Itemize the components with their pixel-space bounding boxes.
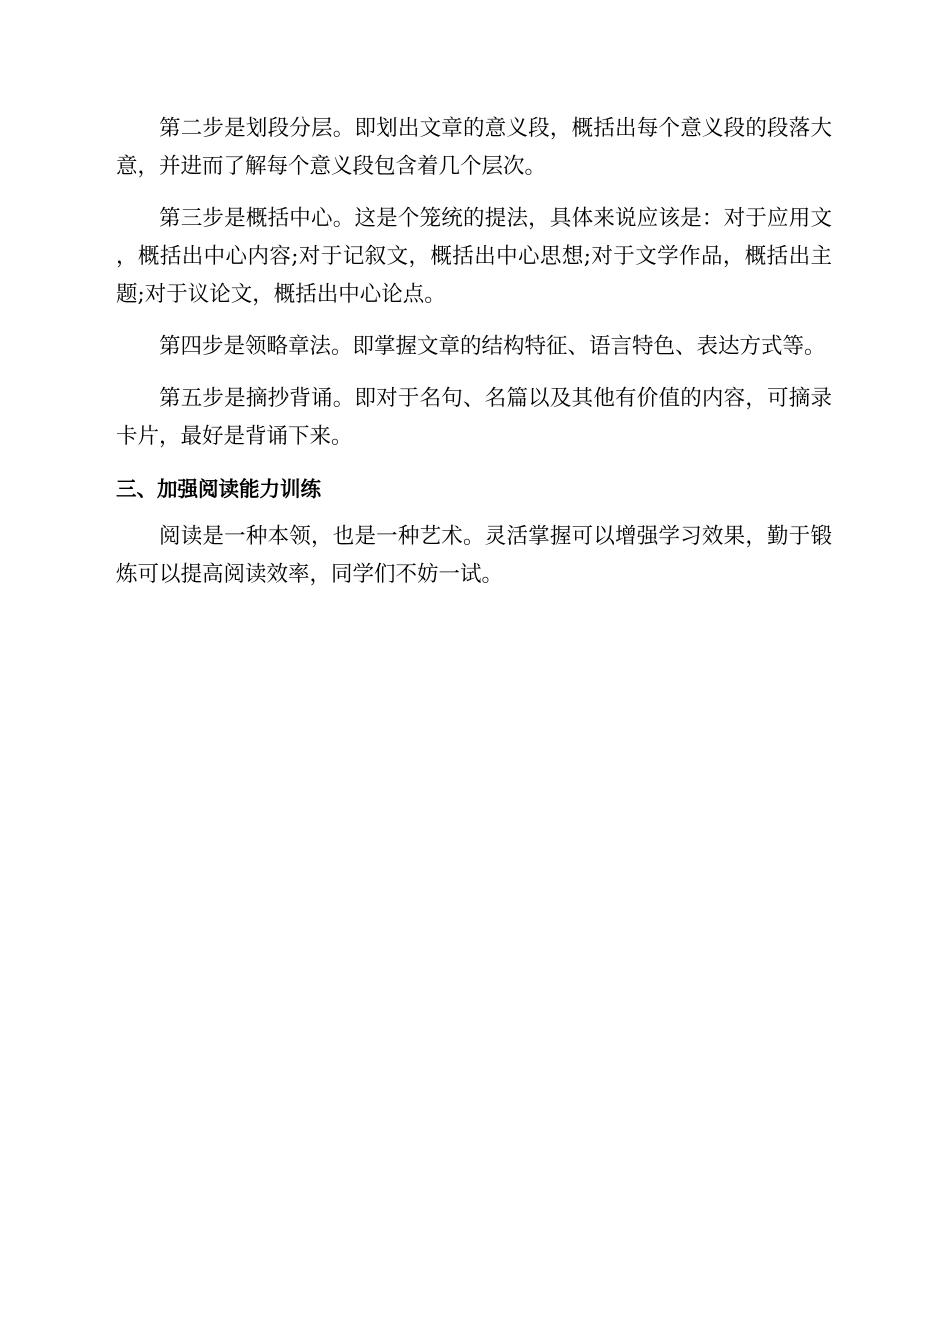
- paragraph-step-three: 第三步是概括中心。这是个笼统的提法，具体来说应该是：对于应用文，概括出中心内容;对于记叙文，概括出中心思想;对于文学作品，概括出主题;对于议论文，概括出中心论点。: [116, 206, 832, 307]
- paragraph-conclusion: 阅读是一种本领，也是一种艺术。灵活掌握可以增强学习效果，勤于锻炼可以提高阅读效率，同学们不妨一试。: [116, 524, 832, 587]
- section-heading: 三、加强阅读能力训练: [116, 477, 321, 501]
- document-body: [116, 110, 832, 608]
- paragraph-step-two: 第二步是划段分层。即划出文章的意义段，概括出每个意义段的段落大意，并进而了解每个意义段包含着几个层次。: [116, 116, 832, 179]
- paragraph-step-four: 第四步是领略章法。即掌握文章的结构特征、语言特色、表达方式等。: [159, 334, 826, 359]
- paragraph-step-five: 第五步是摘抄背诵。即对于名句、名篇以及其他有价值的内容，可摘录卡片，最好是背诵下来。: [116, 386, 832, 449]
